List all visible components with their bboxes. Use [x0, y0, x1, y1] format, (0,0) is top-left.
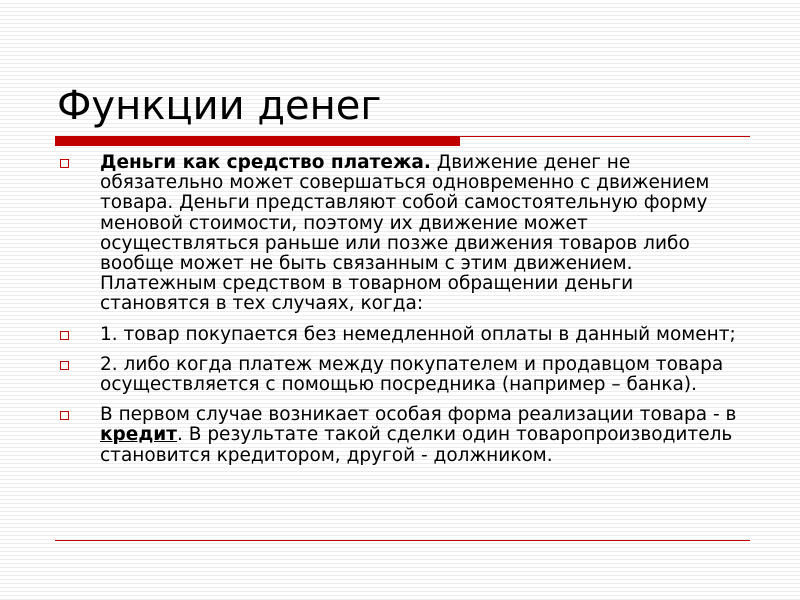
bullet-item	[55, 355, 745, 395]
bullet-item	[55, 153, 745, 315]
hollow-square-bullet-icon	[60, 411, 69, 420]
bullet-item	[55, 325, 745, 345]
bullet-text-before: В первом случае возникает особая форма реализации товара - в	[100, 404, 737, 426]
title-accent-bar	[55, 137, 460, 146]
bullet-list	[55, 153, 745, 476]
hollow-square-bullet-icon	[60, 331, 69, 340]
hollow-square-bullet-icon	[60, 361, 69, 370]
bottom-rule	[55, 540, 750, 541]
bullet-item	[55, 405, 745, 466]
slide-title: Функции денег	[57, 83, 382, 129]
bullet-lead: Деньги как средство платежа.	[100, 152, 431, 173]
bullet-text: 2. либо когда платеж между покупателем и продавцом товара осуществляется с помощью посредника (например – банка).	[100, 353, 724, 396]
bullet-text: Движение денег не обязательно может совершаться одновременно с движением товара. Деньги представляют собой самостоятельную форму меновой стоимости, поэтому их движение может осуществляться раньше или позже движения товаров либо вообще может не быть связанным с этим движением. Платежным средством в товарном обращении деньги становятся в тех случаях, когда:	[100, 152, 710, 315]
credit-link[interactable]: кредит	[100, 424, 177, 446]
bullet-text: 1. товар покупается без немедленной оплаты в данный момент;	[100, 323, 736, 345]
hollow-square-bullet-icon	[60, 159, 69, 168]
bullet-text-after: . В результате такой сделки один товаропроизводитель становится кредитором, другой - должником.	[100, 424, 733, 466]
